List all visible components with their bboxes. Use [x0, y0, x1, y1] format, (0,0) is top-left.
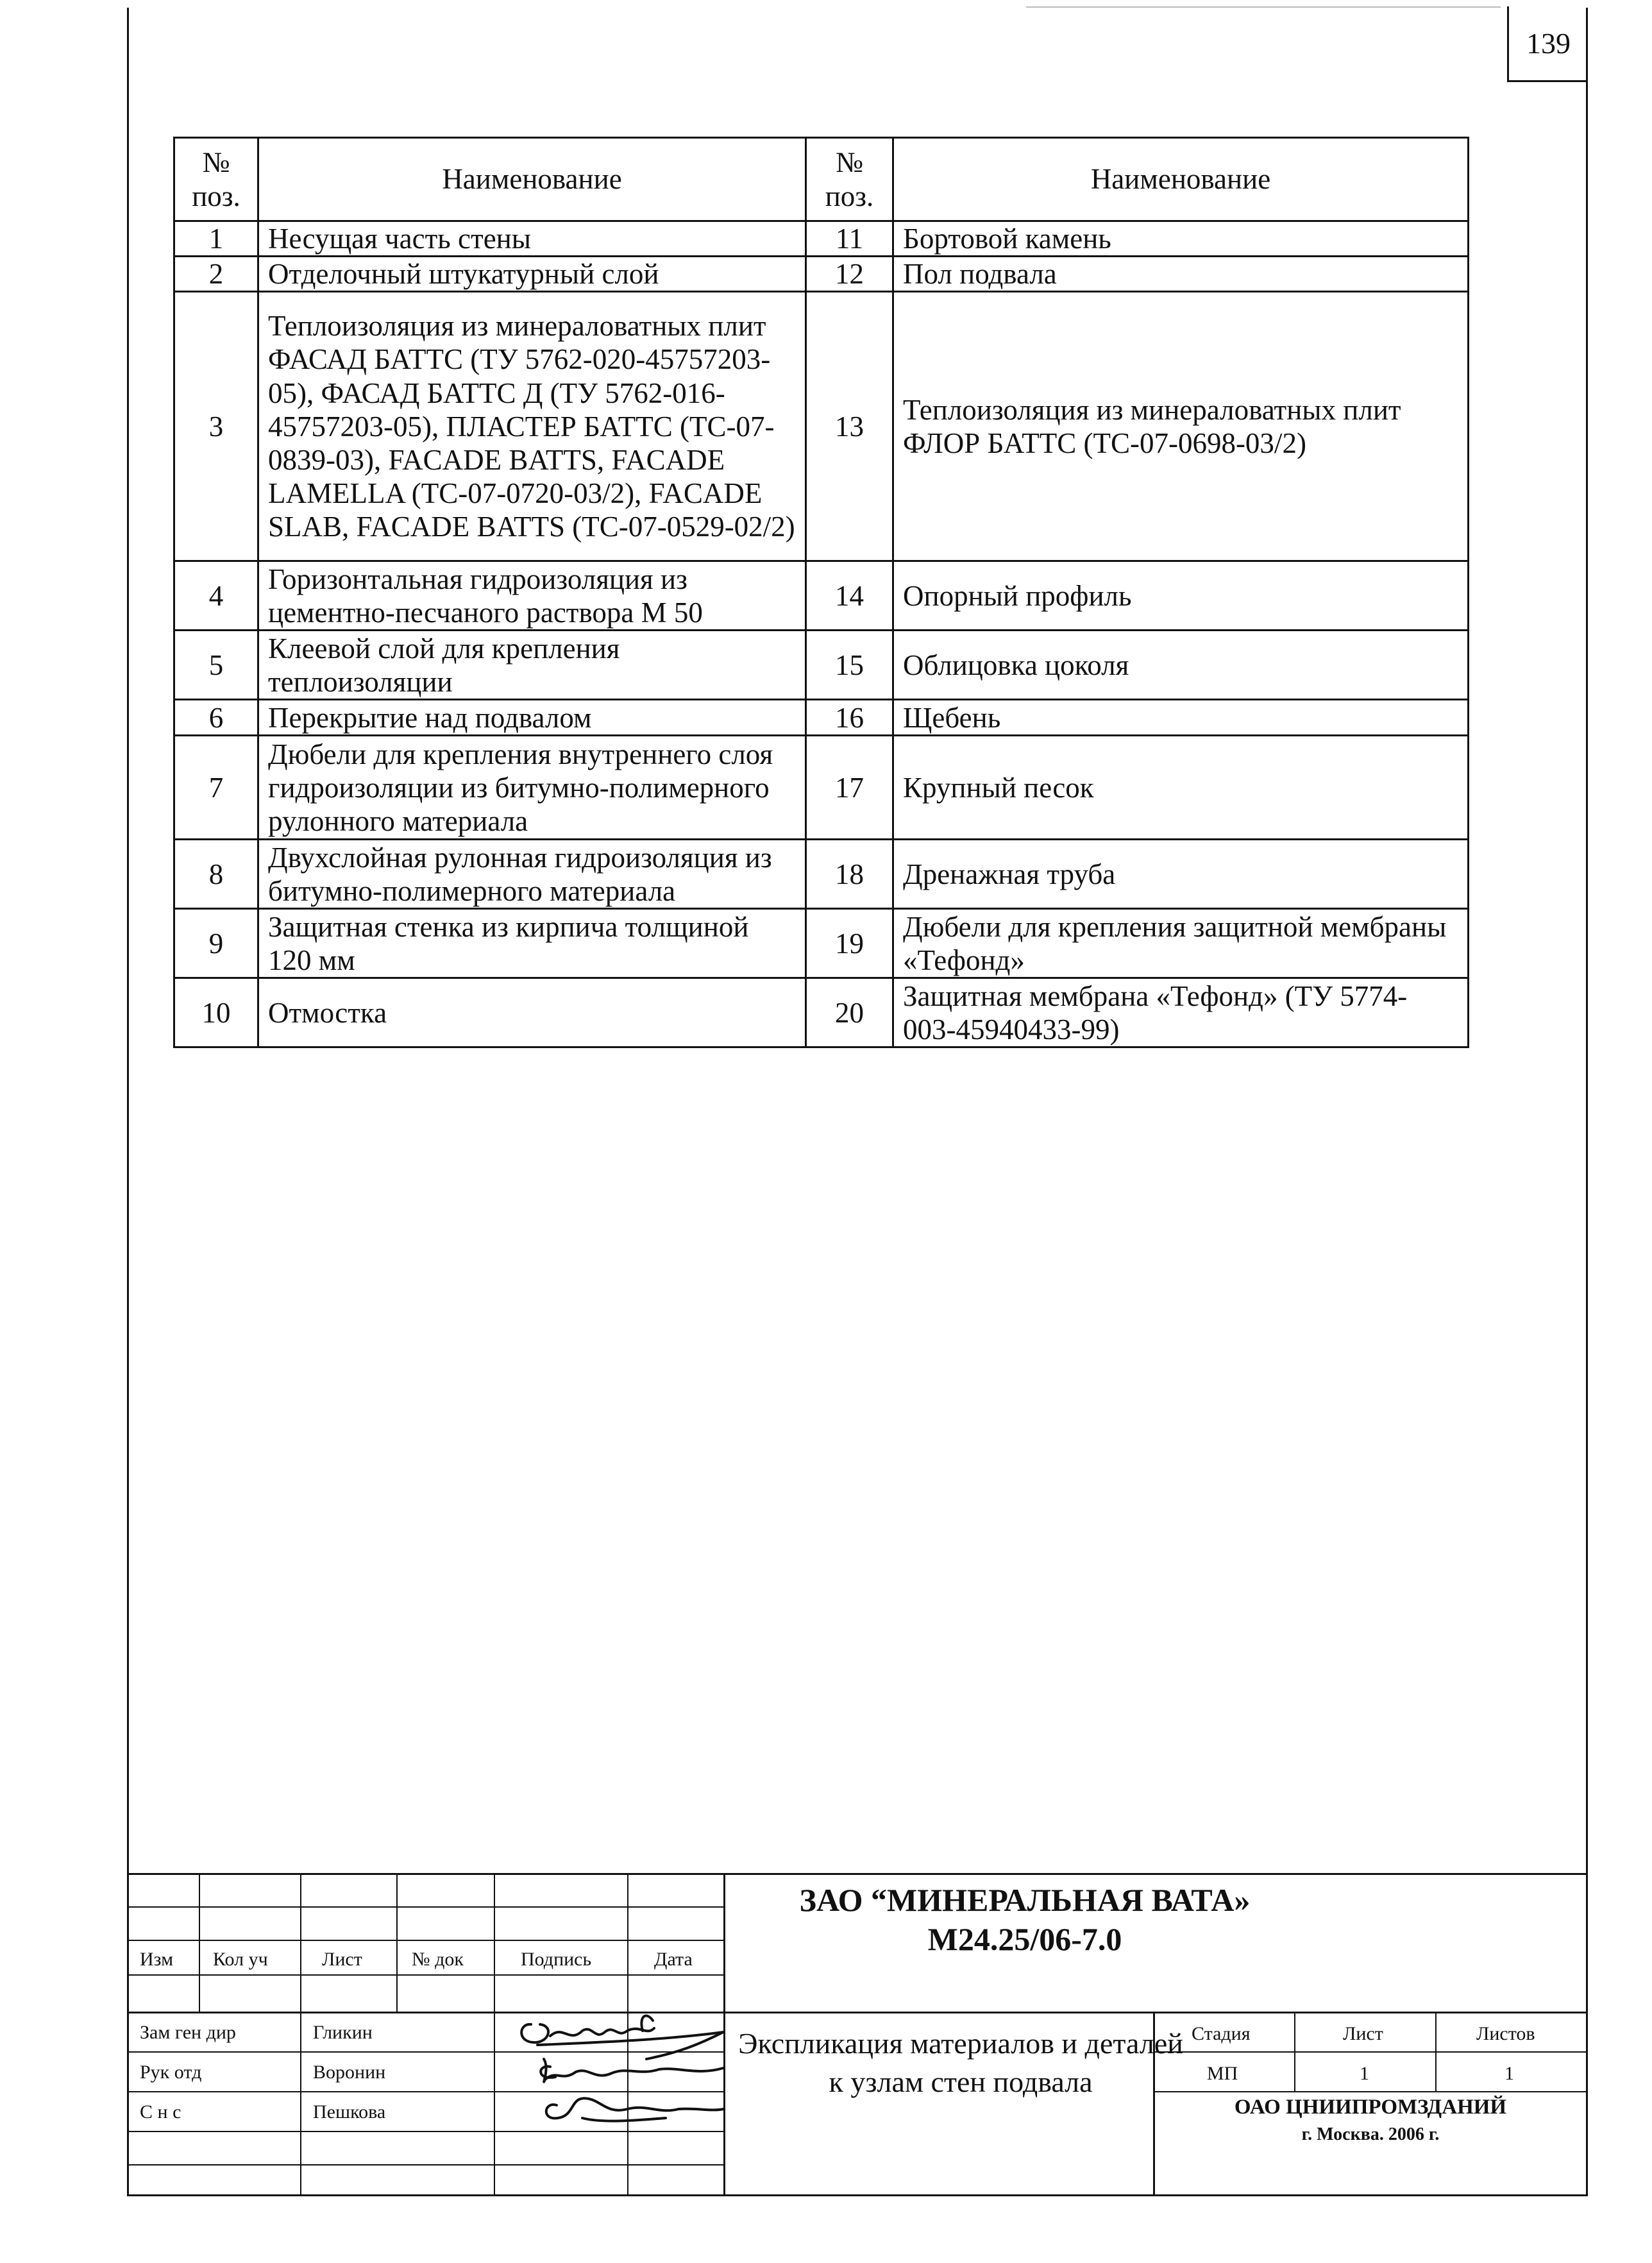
- name-cell: Облицовка цоколя: [893, 631, 1469, 700]
- table-row: [174, 292, 1469, 561]
- col-podpis: Подпись: [521, 1949, 592, 1970]
- name-cell: Дюбели для крепления защитной мембраны «Тефонд»: [893, 909, 1469, 978]
- signature-image: [486, 2005, 730, 2133]
- name-cell: Щебень: [893, 700, 1469, 736]
- table-row: [174, 700, 1469, 736]
- name-cell: Теплоизоляция из минераловатных плит ФАСАД БАТТС (ТУ 5762-020-45757203-05), ФАСАД БАТТС Д (ТУ 5762-016-45757203-05), ПЛАСТЕР БАТТС (ТС-07-0839-03), FACADE BATTS, FACADE LAMELLA (ТС-07-0720-03/2), FACADE SLAB, FACADE BATTS (ТС-07-0529-02/2): [258, 292, 806, 561]
- table-row: [174, 840, 1469, 909]
- person-name: Воронин: [313, 2062, 386, 2083]
- grid-line: [1153, 2051, 1588, 2053]
- pos-cell: 7: [174, 736, 258, 840]
- sheets-header: Листов: [1476, 2023, 1535, 2044]
- person-name: Гликин: [313, 2022, 373, 2043]
- pos-cell: 3: [174, 292, 258, 561]
- table-row: [174, 257, 1469, 292]
- stage-value: МП: [1207, 2063, 1238, 2084]
- company-block: [736, 1881, 1313, 1959]
- sheets-value: 1: [1504, 2063, 1514, 2084]
- grid-line: [199, 1873, 200, 2012]
- pos-cell: 17: [806, 736, 893, 840]
- role-label: Зам ген дир: [140, 2022, 236, 2043]
- title-block-top-line: [127, 1873, 1588, 1875]
- name-cell: Бортовой камень: [893, 221, 1469, 257]
- grid-line: [1294, 2012, 1295, 2091]
- name-cell: Горизонтальная гидроизоляция из цементно-песчаного раствора М 50: [258, 561, 806, 631]
- top-edge-line: [1026, 6, 1501, 8]
- grid-line: [127, 1906, 723, 1908]
- pos-cell: 16: [806, 700, 893, 736]
- pos-cell: 14: [806, 561, 893, 631]
- stage-header: Стадия: [1192, 2023, 1251, 2044]
- pos-cell: 15: [806, 631, 893, 700]
- document-code: М24.25/06-7.0: [927, 1921, 1122, 1957]
- table-row: [174, 736, 1469, 840]
- grid-line: [127, 2012, 1588, 2013]
- pos-header-right: № поз.: [806, 138, 893, 221]
- grid-line: [300, 1873, 301, 2196]
- grid-line: [396, 1873, 398, 2012]
- pos-cell: 2: [174, 257, 258, 292]
- table-row: [174, 221, 1469, 257]
- name-cell: Дюбели для крепления внутреннего слоя гидроизоляции из битумно-полимерного рулонного материала: [258, 736, 806, 840]
- pos-cell: 6: [174, 700, 258, 736]
- name-cell: Крупный песок: [893, 736, 1469, 840]
- table-row: [174, 561, 1469, 631]
- pos-cell: 9: [174, 909, 258, 978]
- name-cell: Защитная мембрана «Тефонд» (ТУ 5774-003-45940433-99): [893, 978, 1469, 1047]
- name-cell: Несущая часть стены: [258, 221, 806, 257]
- role-label: Рук отд: [140, 2062, 202, 2083]
- pos-cell: 20: [806, 978, 893, 1047]
- document-title: Экспликация материалов и деталей к узлам стен подвала: [738, 2027, 1183, 2098]
- grid-line: [127, 1974, 723, 1976]
- col-list: Лист: [322, 1949, 362, 1970]
- table-header-row: [174, 138, 1469, 221]
- pos-cell: 10: [174, 978, 258, 1047]
- pos-cell: 5: [174, 631, 258, 700]
- name-cell: Двухслойная рулонная гидроизоляция из битумно-полимерного материала: [258, 840, 806, 909]
- table-row: [174, 978, 1469, 1047]
- name-cell: Отделочный штукатурный слой: [258, 257, 806, 292]
- company-name: ЗАО “МИНЕРАЛЬНАЯ ВАТА»: [799, 1882, 1251, 1918]
- name-cell: Клеевой слой для крепления теплоизоляции: [258, 631, 806, 700]
- organization-city-year: г. Москва. 2006 г.: [1301, 2124, 1440, 2145]
- table-row: [174, 909, 1469, 978]
- materials-table: [173, 137, 1469, 1048]
- pos-cell: 11: [806, 221, 893, 257]
- pos-cell: 12: [806, 257, 893, 292]
- name-cell: Пол подвала: [893, 257, 1469, 292]
- organization-block: [1153, 2092, 1588, 2147]
- pos-cell: 19: [806, 909, 893, 978]
- name-header-right: Наименование: [893, 138, 1469, 221]
- pos-cell: 18: [806, 840, 893, 909]
- grid-line: [127, 2164, 723, 2166]
- col-n-dok: № док: [412, 1949, 464, 1970]
- col-izm: Изм: [140, 1949, 174, 1970]
- name-cell: Отмостка: [258, 978, 806, 1047]
- organization-name: ОАО ЦНИИПРОМЗДАНИЙ: [1234, 2096, 1507, 2119]
- grid-line: [1435, 2012, 1437, 2091]
- page-number-box: [1507, 6, 1588, 82]
- role-label: С н с: [140, 2101, 181, 2123]
- pos-cell: 4: [174, 561, 258, 631]
- col-kol-uch: Кол уч: [213, 1949, 268, 1970]
- pos-cell: 1: [174, 221, 258, 257]
- pos-cell: 13: [806, 292, 893, 561]
- pos-cell: 8: [174, 840, 258, 909]
- title-block: [127, 1873, 1588, 2196]
- sheet-header: Лист: [1343, 2023, 1383, 2044]
- col-data: Дата: [654, 1949, 693, 1970]
- sheet-value: 1: [1360, 2063, 1369, 2084]
- name-cell: Теплоизоляция из минераловатных плит ФЛОР БАТТС (ТС-07-0698-03/2): [893, 292, 1469, 561]
- page-number: 139: [1526, 27, 1571, 60]
- name-cell: Дренажная труба: [893, 840, 1469, 909]
- person-name: Пешкова: [313, 2101, 386, 2123]
- pos-header-left: № поз.: [174, 138, 258, 221]
- name-cell: Опорный профиль: [893, 561, 1469, 631]
- name-cell: Перекрытие над подвалом: [258, 700, 806, 736]
- table-row: [174, 631, 1469, 700]
- grid-line: [127, 1940, 723, 1941]
- name-header-left: Наименование: [258, 138, 806, 221]
- name-cell: Защитная стенка из кирпича толщиной 120 мм: [258, 909, 806, 978]
